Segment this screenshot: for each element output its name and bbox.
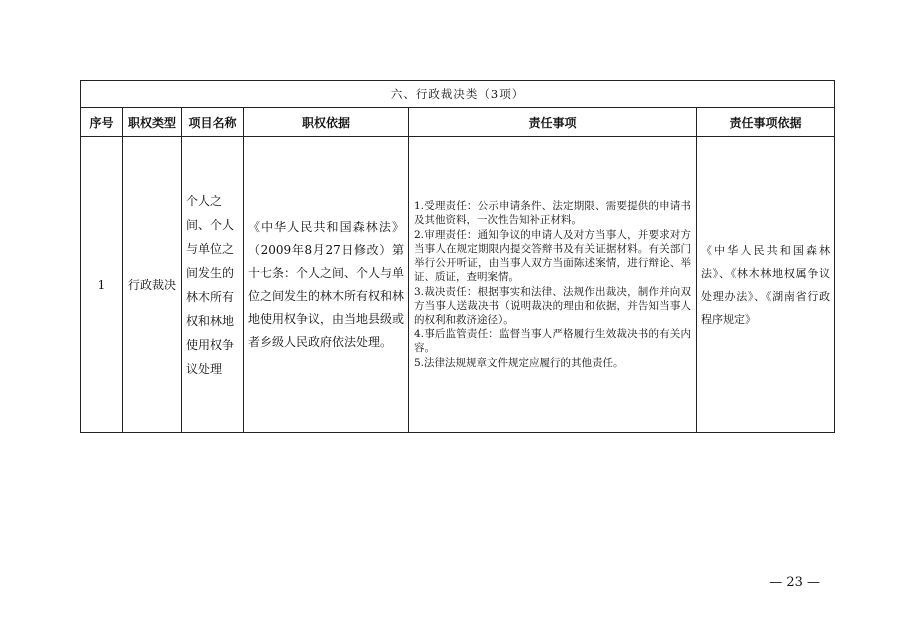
header-responsibility-basis: 责任事项依据 bbox=[697, 108, 835, 137]
authority-basis: 《中华人民共和国森林法》（2009年8月27日修改）第十七条：个人之间、个人与单位之间发生的林木所有权和林地使用权争议，由当地县级或者乡级人民政府依法处理。 bbox=[244, 137, 409, 433]
responsibility-item: 4.事后监管责任：监督当事人严格履行生效裁决书的有关内容。 bbox=[414, 328, 691, 355]
authority-type: 行政裁决 bbox=[123, 137, 182, 433]
responsibility-basis: 《中华人民共和国森林法》、《林木林地权属争议处理办法》、《湖南省行政程序规定》 bbox=[697, 137, 835, 433]
header-responsibilities: 责任事项 bbox=[409, 108, 697, 137]
responsibility-item: 1.受理责任：公示申请条件、法定期限、需要提供的申请书及其他资料，一次性告知补正材料。 bbox=[414, 200, 691, 227]
responsibility-item: 2.审理责任：通知争议的申请人及对方当事人，并要求对方当事人在规定期限内提交答辩书及有关证据材料。有关部门举行公开听证，由当事人双方当面陈述案情，进行辩论、举证、质证，查明案情。 bbox=[414, 228, 691, 284]
header-basis: 职权依据 bbox=[244, 108, 409, 137]
page-number: — 23 — bbox=[769, 575, 820, 590]
row-number: 1 bbox=[81, 137, 123, 433]
header-num: 序号 bbox=[81, 108, 123, 137]
header-type: 职权类型 bbox=[123, 108, 182, 137]
table-header-row bbox=[81, 108, 835, 137]
authority-table bbox=[80, 80, 835, 433]
table-row bbox=[81, 137, 835, 433]
responsibility-item: 3.裁决责任：根据事实和法律、法规作出裁决，制作并向双方当事人送裁决书（说明裁决的理由和依据，并告知当事人的权利和救济途径）。 bbox=[414, 285, 691, 326]
responsibility-item: 5.法律法规规章文件规定应履行的其他责任。 bbox=[414, 356, 624, 369]
item-name: 个人之间、个人与单位之间发生的林木所有权和林地使用权争议处理 bbox=[182, 137, 244, 433]
header-name: 项目名称 bbox=[182, 108, 244, 137]
section-title: 六、行政裁决类（3项） bbox=[81, 81, 835, 108]
responsibility-list bbox=[409, 137, 697, 433]
